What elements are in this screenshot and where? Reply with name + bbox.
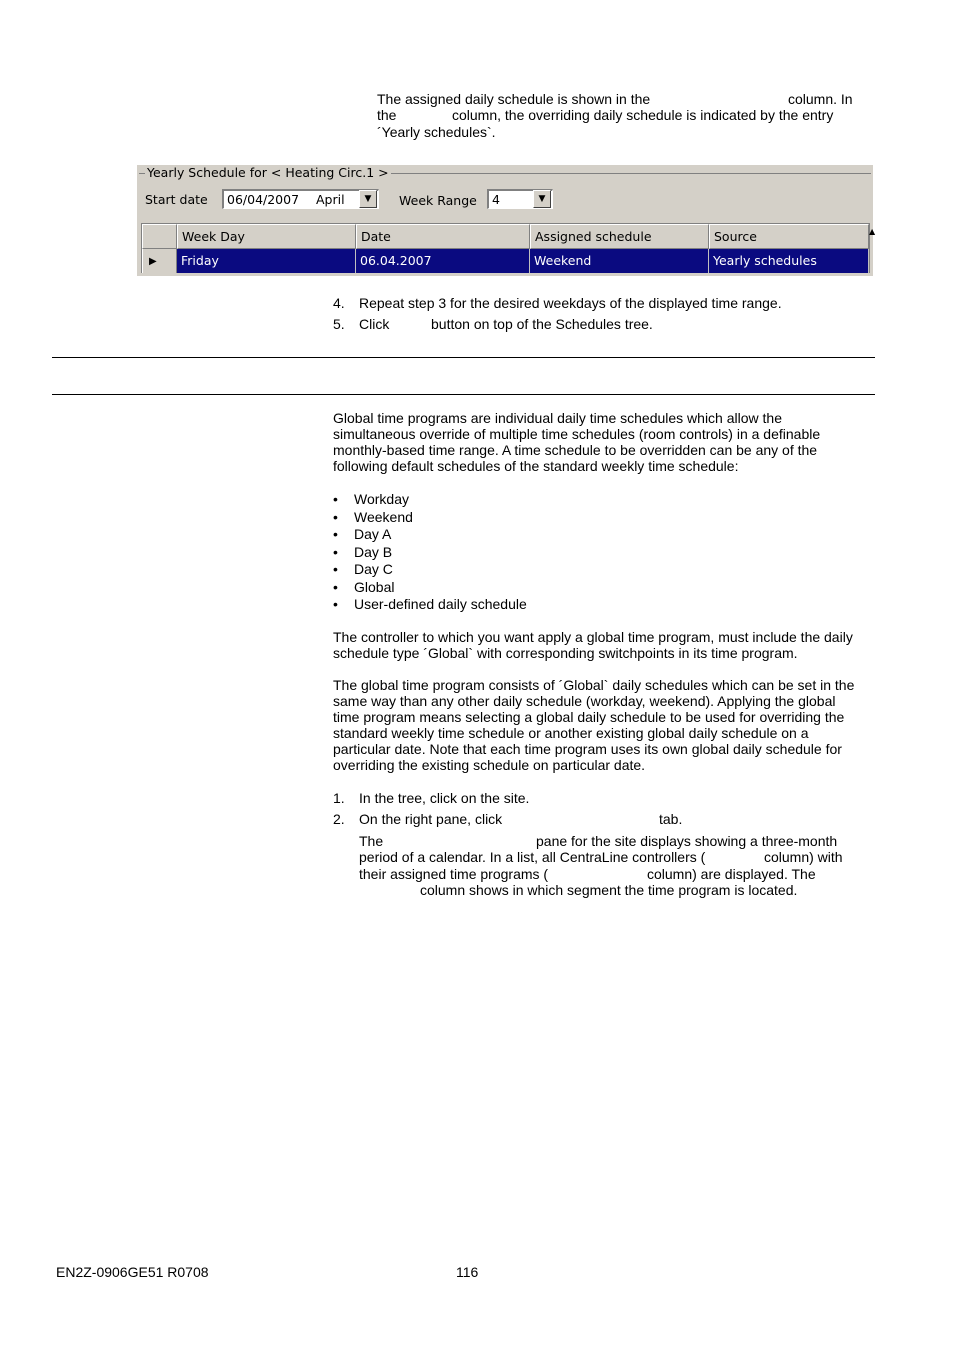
week-range-dropdown-button[interactable] — [533, 190, 551, 208]
list-item: • Workday — [333, 491, 527, 509]
section-divider — [52, 394, 875, 395]
section-divider — [52, 357, 875, 358]
row-indicator[interactable] — [142, 249, 177, 273]
table-cell-source[interactable]: Yearly schedules — [709, 249, 869, 273]
table-cell-date[interactable]: 06.04.2007 — [356, 249, 530, 273]
step-number: 1. — [333, 790, 345, 806]
detail-text: their assigned time programs ( — [359, 866, 549, 882]
chevron-down-icon: ▼ — [538, 194, 546, 204]
global-paragraph-2: The controller to which you want apply a global time program, must include the daily schedule type ´Global` with corresponding switchpoints in its time program. — [333, 629, 853, 661]
step-text: button on top of the Schedules tree. — [431, 316, 653, 332]
intro-text: column, the overriding daily schedule is indicated by the entry — [452, 107, 834, 123]
column-header-week-day[interactable]: Week Day — [177, 224, 356, 249]
page-number: 116 — [456, 1264, 479, 1280]
step-text: In the tree, click on the site. — [359, 790, 530, 806]
list-item: • Day A — [333, 526, 527, 544]
intro-text: the — [377, 107, 397, 123]
row-pointer-icon: ▶ — [149, 255, 157, 267]
start-month-value: April — [316, 192, 345, 207]
document-id: EN2Z-0906GE51 R0708 — [56, 1264, 209, 1280]
step-number: 2. — [333, 811, 345, 827]
global-paragraph-1: Global time programs are individual daily time schedules which allow the simultaneous override of multiple time schedules (room controls) in a definable monthly-based time range. A time schedule to be overridden can be any of the following default schedules of the standard weekly time schedule: — [333, 410, 821, 474]
step-number: 5. — [333, 316, 345, 332]
schedule-type-list — [333, 491, 527, 614]
intro-line-3: ´Yearly schedules`. — [377, 124, 496, 140]
scroll-up-icon[interactable]: ▲ — [869, 227, 876, 236]
column-header-assigned-schedule[interactable]: Assigned schedule — [530, 224, 709, 249]
chevron-down-icon: ▼ — [364, 194, 372, 204]
grid-corner — [142, 224, 177, 249]
step-number: 4. — [333, 295, 345, 311]
step-text: tab. — [659, 811, 683, 827]
table-cell-assigned-schedule[interactable]: Weekend — [530, 249, 709, 273]
detail-text: period of a calendar. In a list, all CentraLine controllers ( — [359, 849, 706, 865]
yearly-schedule-panel — [137, 165, 876, 276]
start-date-field[interactable] — [222, 189, 379, 209]
week-range-label: Week Range — [399, 193, 477, 208]
table-cell-week-day[interactable]: Friday — [177, 249, 356, 273]
intro-text: The assigned daily schedule is shown in the — [377, 91, 651, 107]
detail-text: pane for the site displays showing a three-month — [536, 833, 838, 849]
detail-text: The — [359, 833, 384, 849]
step-text: On the right pane, click — [359, 811, 503, 827]
list-item: • Weekend — [333, 509, 527, 527]
intro-line-1 — [377, 91, 857, 107]
intro-text: column. In — [788, 91, 853, 107]
intro-line-2 — [377, 107, 857, 123]
group-title: Yearly Schedule for < Heating Circ.1 > — [147, 165, 389, 180]
column-header-source[interactable]: Source — [709, 224, 869, 249]
week-range-value: 4 — [492, 192, 500, 207]
list-item: • Global — [333, 579, 527, 597]
start-date-dropdown-button[interactable] — [359, 190, 377, 208]
step-text: Repeat step 3 for the desired weekdays of the displayed time range. — [359, 295, 782, 311]
start-date-label: Start date — [145, 192, 208, 207]
list-item: • Day B — [333, 544, 527, 562]
start-date-value: 06/04/2007 — [227, 192, 300, 207]
schedule-grid — [141, 223, 876, 273]
detail-text: column) are displayed. The — [647, 866, 816, 882]
step-text: Click — [359, 316, 390, 332]
column-header-date[interactable]: Date — [356, 224, 530, 249]
list-item: • Day C — [333, 561, 527, 579]
detail-text: column shows in which segment the time program is located. — [420, 882, 798, 898]
global-paragraph-3: The global time program consists of ´Global` daily schedules which can be set in the same way than any other daily schedule (workday, weekend). Applying the global time program means selecting a global daily schedule to be used for overriding the standard weekly time schedule or another existing global daily schedule on a particular date. Note that each time program uses its own global daily schedule for overriding the existing schedule on particular date. — [333, 677, 855, 773]
list-item: • User-defined daily schedule — [333, 596, 527, 614]
detail-text: column) with — [764, 849, 843, 865]
